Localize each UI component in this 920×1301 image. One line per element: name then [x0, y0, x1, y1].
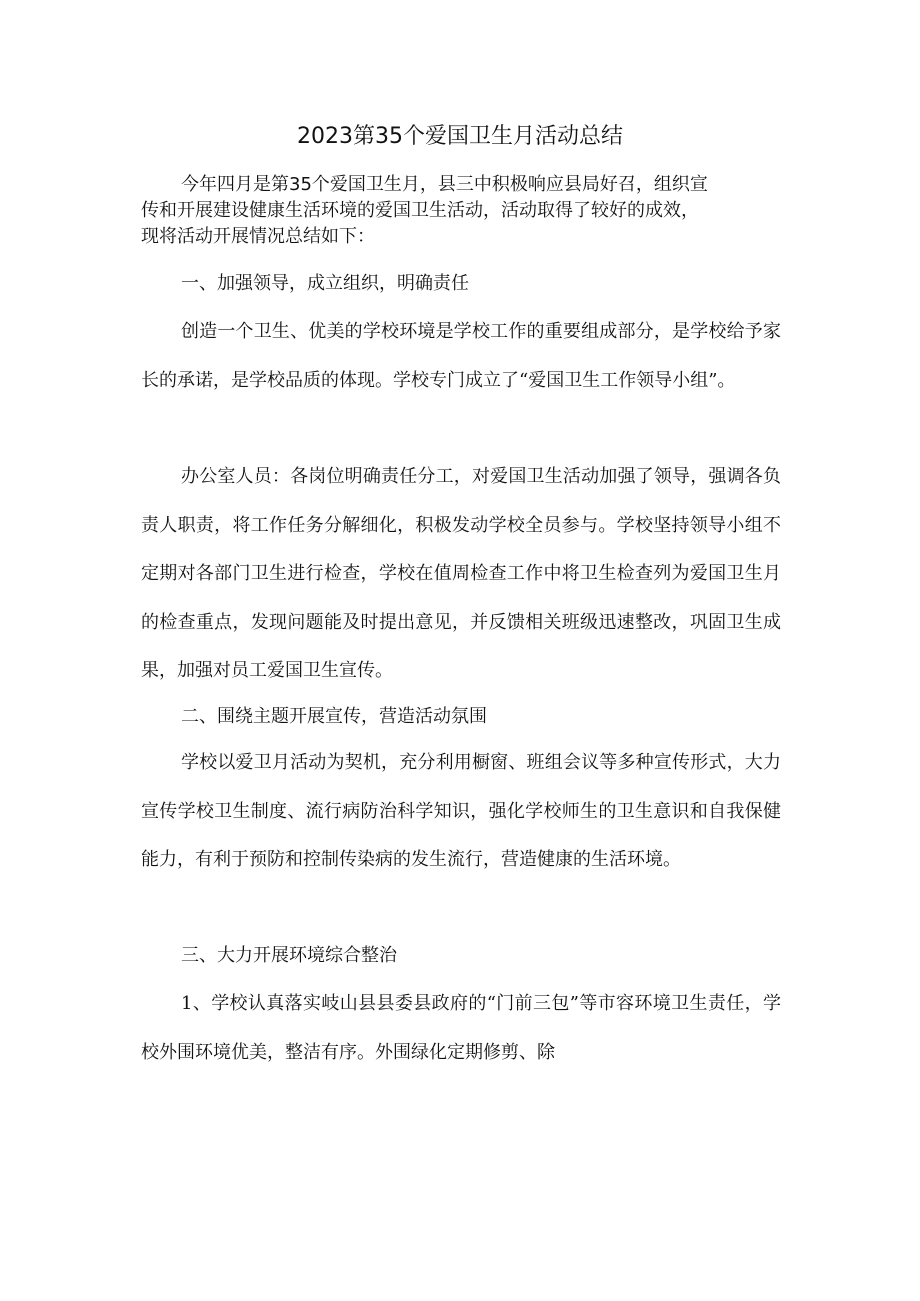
section-2-heading: 二、围绕主题开展宣传，营造活动氛围	[181, 706, 487, 727]
section-1-paragraph-1: 创造一个卫生、优美的学校环境是学校工作的重要组成部分，是学校给予家长的承诺，是学校品质的体现。学校专门成立了“爱国卫生工作领导小组”。	[141, 321, 781, 391]
intro-line-2: 传和开展建设健康生活环境的爱国卫生活动，活动取得了较好的成效，	[141, 200, 699, 221]
section-3-paragraph-1: 1、学校认真落实岐山县县委县政府的“门前三包”等市容环境卫生责任，学校外围环境优美，整洁有序。外围绿化定期修剪、除	[141, 993, 781, 1063]
section-3-heading: 三、大力开展环境综合整治	[181, 945, 397, 966]
section-2-paragraph-1: 学校以爱卫月活动为契机，充分利用橱窗、班组会议等多种宣传形式，大力宣传学校卫生制度、流行病防治科学知识，强化学校师生的卫生意识和自我保健能力，有利于预防和控制传染病的发生流行，营造健康的生活环境。	[141, 752, 781, 870]
section-1-heading: 一、加强领导，成立组织，明确责任	[181, 273, 469, 294]
intro-line-1: 今年四月是第35个爱国卫生月，县三中积极响应县局好召，组织宣	[181, 174, 708, 195]
section-1-paragraph-2: 办公室人员：各岗位明确责任分工，对爱国卫生活动加强了领导，强调各负责人职责，将工作任务分解细化，积极发动学校全员参与。学校坚持领导小组不定期对各部门卫生进行检查，学校在值周检查工作中将卫生检查列为爱国卫生月的检查重点，发现问题能及时提出意见，并反馈相关班级迅速整改，巩固卫生成果，加强对员工爱国卫生宣传。	[141, 466, 781, 681]
intro-line-3: 现将活动开展情况总结如下：	[141, 226, 375, 247]
intro-paragraph	[141, 172, 786, 250]
document-title: 2023第35个爱国卫生月活动总结	[297, 124, 623, 149]
